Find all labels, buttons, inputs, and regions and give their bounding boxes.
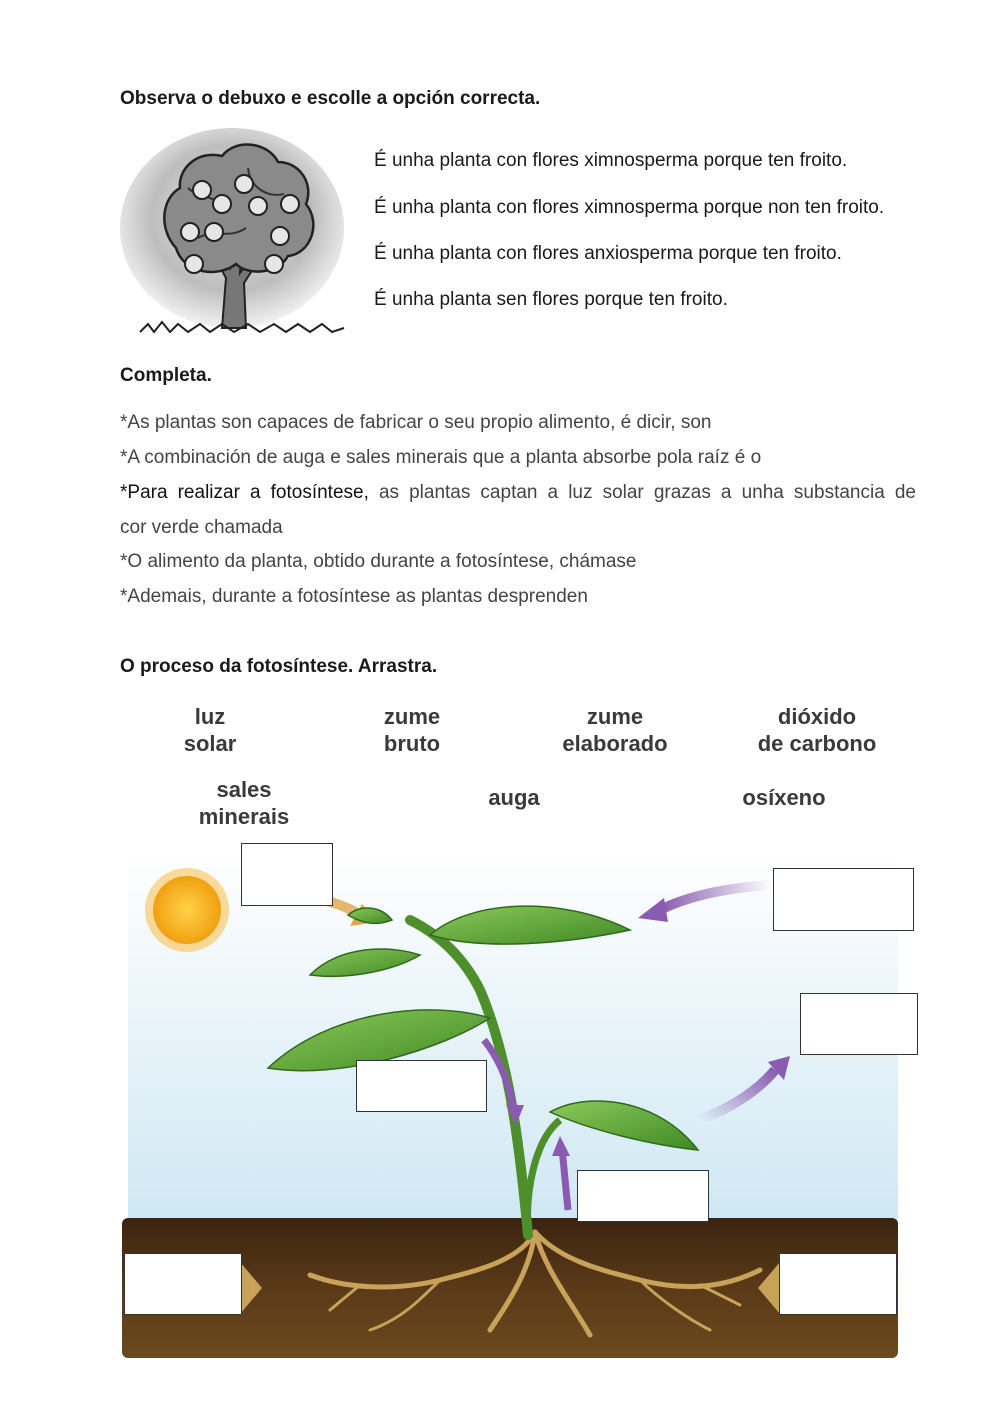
drop-box-sun[interactable]: [241, 843, 333, 906]
sun-icon: [145, 868, 229, 952]
drag-word-zume-bruto[interactable]: zume bruto: [383, 704, 441, 756]
drop-box-water[interactable]: [124, 1253, 242, 1315]
option-2[interactable]: É unha planta con flores ximnosperma porque non ten froito.: [374, 197, 885, 218]
sentence-1: *As plantas son capaces de fabricar o seu propio alimento, é dicir, son: [120, 412, 712, 433]
section2-heading: Completa.: [120, 365, 212, 386]
option-4[interactable]: É unha planta sen flores porque ten froito.: [374, 289, 728, 310]
drop-box-co2[interactable]: [773, 868, 914, 931]
drop-box-raw-sap[interactable]: [577, 1170, 709, 1222]
drop-box-elaborated-sap[interactable]: [356, 1060, 487, 1112]
drag-word-auga[interactable]: auga: [488, 785, 540, 810]
option-1[interactable]: É unha planta con flores ximnosperma porque ten froito.: [374, 150, 848, 171]
sentence-5: *Ademais, durante a fotosíntese as plantas desprenden: [120, 586, 588, 607]
sentence-3-line2: cor verde chamada: [120, 517, 283, 538]
sentence-4: *O alimento da planta, obtido durante a fotosíntese, chámase: [120, 551, 637, 572]
drag-word-dioxido-de-carbono[interactable]: dióxido de carbono: [757, 704, 877, 756]
section1-heading: Observa o debuxo e escolle a opción correcta.: [120, 88, 541, 109]
sentence-3-rest: as plantas captan a luz solar grazas a unha substancia de: [368, 482, 916, 503]
sentence-2: *A combinación de auga e sales minerais que a planta absorbe pola raíz é o: [120, 447, 762, 468]
drop-box-minerals[interactable]: [779, 1253, 897, 1315]
drag-word-sales-minerais[interactable]: sales minerais: [198, 777, 290, 829]
drag-word-zume-elaborado[interactable]: zume elaborado: [562, 704, 668, 756]
drag-word-osixeno[interactable]: osíxeno: [742, 785, 826, 810]
option-3[interactable]: É unha planta con flores anxiosperma porque ten froito.: [374, 243, 842, 264]
section3-heading: O proceso da fotosíntese. Arrastra.: [120, 656, 438, 677]
drag-word-luz-solar[interactable]: luz solar: [183, 704, 237, 756]
sentence-3-dark-part: *Para realizar a fotosíntese,: [120, 482, 369, 503]
drop-box-oxygen[interactable]: [800, 993, 918, 1055]
